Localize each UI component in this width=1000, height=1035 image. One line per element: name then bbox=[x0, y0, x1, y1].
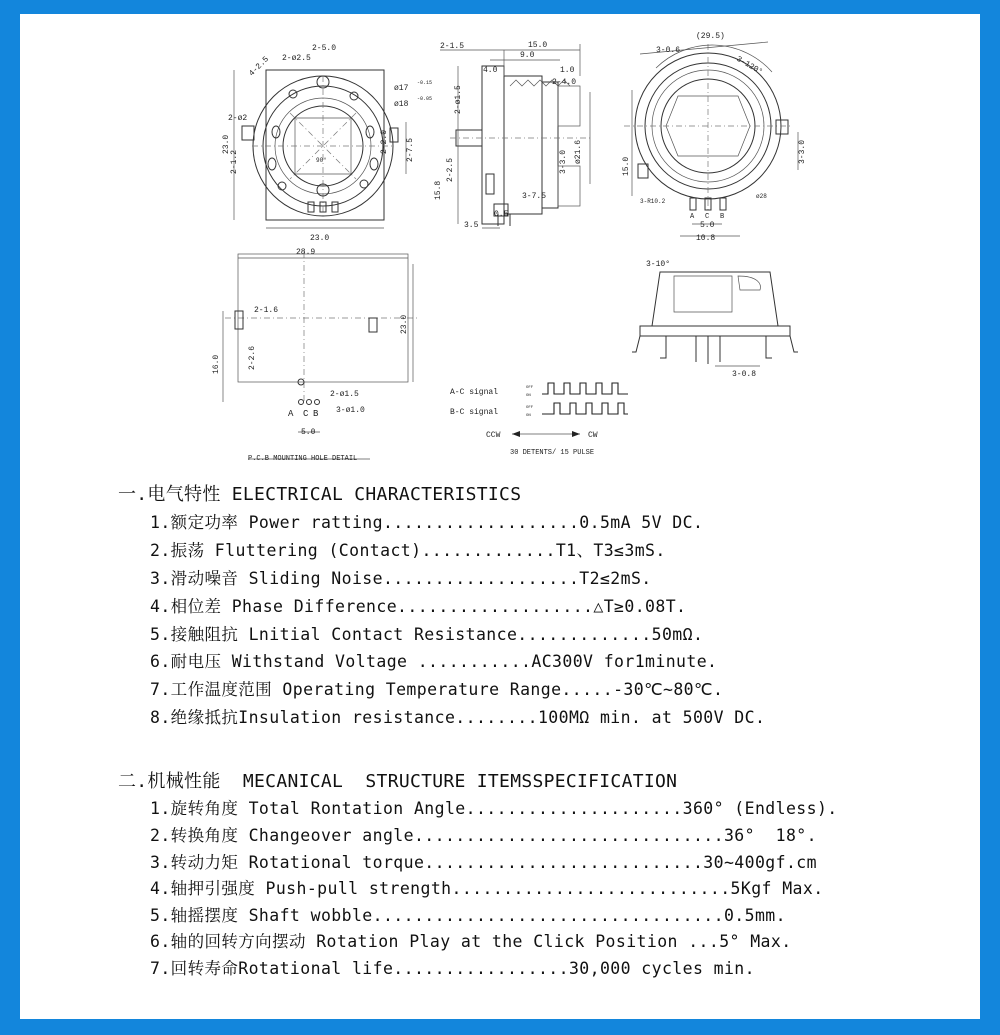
signal-ac-waveform bbox=[542, 383, 628, 394]
front-dim-angle: 4-2.5 bbox=[247, 55, 271, 79]
pcb-dim-5: 5.0 bbox=[301, 428, 316, 437]
signal-ac-on: ON bbox=[526, 394, 531, 398]
side-dim-3-7-5: 3-7.5 bbox=[522, 192, 547, 201]
electrical-item: 8.绝缘抵抗Insulation resistance........100MΩ min. at 500V DC. bbox=[150, 708, 766, 727]
persp-dim-angle: 3-10° bbox=[646, 260, 671, 269]
back-dim-3-0-6: 3-0.6 bbox=[656, 46, 681, 55]
perspective-view bbox=[632, 260, 798, 379]
electrical-item: 7.工作温度范围 Operating Temperature Range.....-30℃~80℃. bbox=[150, 680, 724, 699]
back-dim-r10-2: 3-R10.2 bbox=[640, 198, 666, 205]
signal-diagram bbox=[450, 383, 628, 457]
mechanical-item: 3.转动力矩 Rotational torque...........................30~400gf.cm bbox=[150, 853, 817, 872]
back-dim-5: 5.0 bbox=[700, 221, 715, 230]
side-view bbox=[434, 41, 590, 230]
front-dim-right-b: 2-7.5 bbox=[406, 137, 415, 162]
spec-sheet bbox=[20, 14, 980, 1019]
side-dim-4: 4.0 bbox=[483, 66, 498, 75]
mechanical-item: 2.转换角度 Changeover angle..............................36° 18°. bbox=[150, 826, 817, 845]
front-dim-height: 23.0 bbox=[222, 134, 231, 154]
front-dim-d17: ø17 bbox=[394, 84, 409, 93]
mechanical-item: 7.回转寿命Rotational life.................30,000 cycles min. bbox=[150, 959, 755, 978]
back-pin-c: C bbox=[705, 213, 710, 221]
side-dim-3-3: 3-3.0 bbox=[559, 149, 568, 174]
pcb-dim-28-9: 28.9 bbox=[296, 248, 316, 257]
side-dim-15: 15.0 bbox=[528, 41, 548, 50]
pcb-dim-16: 16.0 bbox=[212, 354, 221, 374]
pcb-dim-23: 23.0 bbox=[400, 314, 409, 334]
side-dim-hole: 2-ø1.5 bbox=[454, 85, 463, 114]
pcb-dim-2-2-6: 2-2.6 bbox=[248, 345, 257, 370]
pcb-pin-b: B bbox=[313, 409, 319, 419]
signal-bc-off: OFF bbox=[526, 406, 534, 410]
pcb-dim-2-1-5: 2-ø1.5 bbox=[330, 390, 359, 399]
front-dim-right-a: 2-2.0 bbox=[380, 129, 389, 154]
front-dim-d18: ø18 bbox=[394, 100, 409, 109]
back-pin-b: B bbox=[720, 213, 725, 221]
mechanical-item: 1.旋转角度 Total Rontation Angle.....................360° (Endless). bbox=[150, 799, 838, 818]
signal-bc-on: ON bbox=[526, 414, 531, 418]
signal-ac-off: OFF bbox=[526, 386, 534, 390]
front-dim-d17-tol: -0.15 bbox=[417, 80, 433, 86]
signal-bc-waveform bbox=[542, 403, 628, 414]
electrical-item: 6.耐电压 Withstand Voltage ...........AC300V for1minute. bbox=[150, 652, 718, 671]
side-dim-3-5: 3.5 bbox=[464, 221, 479, 230]
back-dim-28: ø28 bbox=[756, 193, 767, 200]
front-dim-width: 23.0 bbox=[310, 234, 330, 243]
electrical-item: 5.接触阻抗 Lnitial Contact Resistance.............50mΩ. bbox=[150, 625, 704, 644]
front-view bbox=[222, 44, 432, 243]
side-dim-2-1-5: 2-1.5 bbox=[440, 42, 465, 51]
back-dim-29-5: (29.5) bbox=[696, 32, 725, 41]
back-dim-3-3: 3-3.0 bbox=[798, 139, 807, 164]
signal-ccw: CCW bbox=[486, 431, 501, 440]
front-dim-left-hole: 2-ø2 bbox=[228, 114, 248, 123]
back-pin-a: A bbox=[690, 213, 695, 221]
mechanical-title: 二.机械性能 MECANICAL STRUCTURE ITEMSSPECIFICATION bbox=[118, 771, 678, 792]
electrical-title: 一.电气特性 ELECTRICAL CHARACTERISTICS bbox=[118, 484, 522, 505]
pcb-detail bbox=[212, 248, 420, 463]
technical-drawing bbox=[20, 14, 980, 484]
mechanical-item: 5.轴摇摆度 Shaft wobble..................................0.5mm. bbox=[150, 906, 786, 925]
pcb-pin-a: A bbox=[288, 409, 294, 419]
persp-dim-0-8: 3-0.8 bbox=[732, 370, 757, 379]
pcb-pin-c: C bbox=[303, 409, 309, 419]
electrical-item: 2.振荡 Fluttering (Contact).............T1、T3≤3mS. bbox=[150, 541, 666, 560]
electrical-item: 3.滑动噪音 Sliding Noise...................T2≤2mS. bbox=[150, 569, 652, 588]
front-dim-d18-tol: -0.05 bbox=[417, 96, 433, 102]
signal-note: 30 DETENTS/ 15 PULSE bbox=[510, 449, 595, 457]
side-dim-15-8: 15.8 bbox=[434, 180, 443, 200]
side-dim-21-6: ø21.6 bbox=[574, 139, 583, 164]
back-dim-15: 15.0 bbox=[622, 156, 631, 176]
front-dim-top-a: 2-ø2.5 bbox=[282, 54, 311, 63]
back-view bbox=[622, 32, 807, 243]
front-center-mark: 90° bbox=[316, 157, 327, 164]
signal-ac-label: A-C signal bbox=[450, 388, 499, 397]
front-dim-left-a: 2-1.2 bbox=[230, 149, 239, 174]
side-dim-1: 1.0 bbox=[560, 66, 575, 75]
pcb-caption: P.C.B MOUNTING HOLE DETAIL bbox=[248, 455, 358, 463]
side-dim-0-5: 0.5 bbox=[494, 210, 509, 219]
signal-cw: CW bbox=[588, 431, 598, 440]
electrical-item: 4.相位差 Phase Difference...................△T≥0.08T. bbox=[150, 597, 687, 616]
back-dim-10-8: 10.8 bbox=[696, 234, 716, 243]
electrical-item: 1.额定功率 Power ratting...................0.5mA 5V DC. bbox=[150, 513, 704, 532]
side-dim-9: 9.0 bbox=[520, 51, 535, 60]
pcb-dim-3-1: 3-ø1.0 bbox=[336, 406, 365, 415]
side-dim-2-2-5: 2-2.5 bbox=[446, 157, 455, 182]
side-dim-2-4: 2-4.0 bbox=[552, 78, 577, 87]
mechanical-item: 4.轴押引强度 Push-pull strength...........................5Kgf Max. bbox=[150, 879, 824, 898]
pcb-dim-2-1-6: 2-1.6 bbox=[254, 306, 279, 315]
signal-bc-label: B-C signal bbox=[450, 408, 499, 417]
back-dim-3-120: 3-120° bbox=[734, 54, 764, 78]
front-dim-top-b: 2-5.0 bbox=[312, 44, 337, 53]
mechanical-item: 6.轴的回转方向摆动 Rotation Play at the Click Position ...5° Max. bbox=[150, 932, 792, 951]
